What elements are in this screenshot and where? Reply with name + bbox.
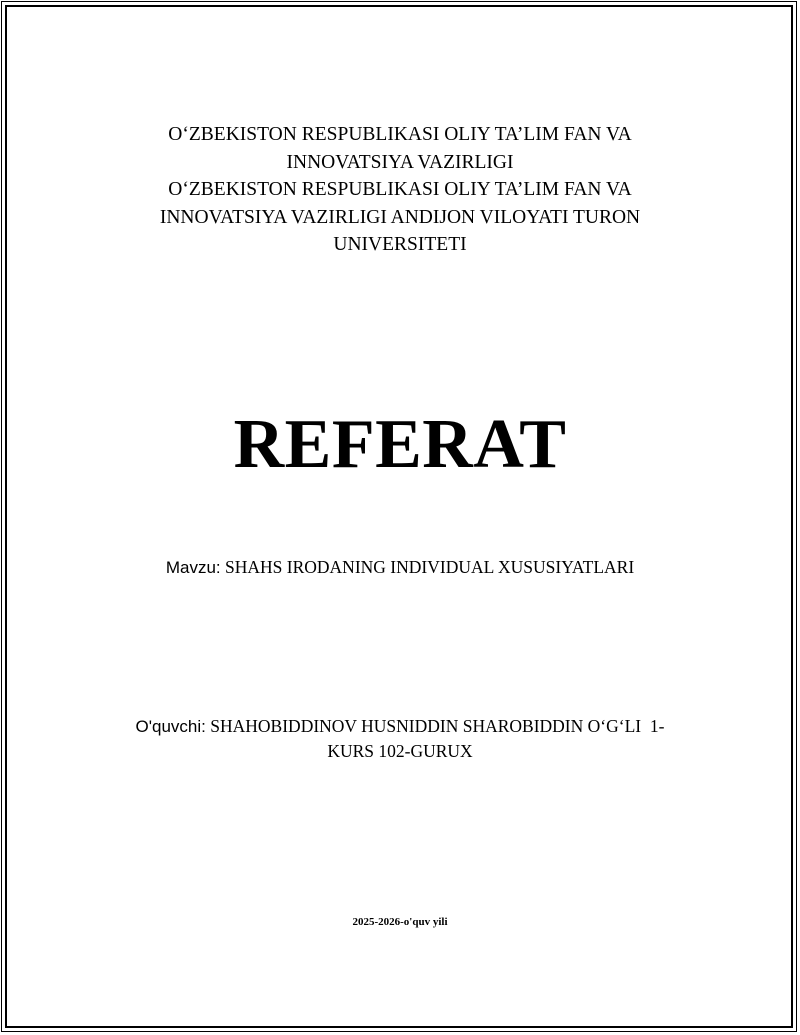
header-line: UNIVERSITETI (333, 234, 467, 255)
topic-line (0, 555, 800, 580)
student-label: O'quvchi: (135, 717, 206, 736)
header-line: O‘ZBEKISTON RESPUBLIKASI OLIY TA’LIM FAN VA (168, 124, 632, 145)
student-name: SHAHOBIDDINOV HUSNIDDIN SHAROBIDDIN O‘G‘LI 1- (205, 716, 665, 736)
student-group: KURS 102-GURUX (327, 741, 473, 761)
institution-header (100, 121, 700, 259)
academic-year: 2025-2026-o'quv yili (352, 916, 448, 928)
topic-label: Mavzu: (165, 558, 221, 577)
document-title: REFERAT (233, 406, 567, 483)
header-line: INNOVATSIYA VAZIRLIGI ANDIJON VILOYATI TURON (159, 206, 641, 228)
header-line: INNOVATSIYA VAZIRLIGI (286, 151, 514, 173)
header-line: O‘ZBEKISTON RESPUBLIKASI OLIY TA’LIM FAN VA (168, 179, 632, 200)
topic-value: SHAHS IRODANING INDIVIDUAL XUSUSIYATLARI (220, 557, 635, 577)
student-info (100, 714, 700, 763)
student-line-1 (100, 714, 700, 739)
